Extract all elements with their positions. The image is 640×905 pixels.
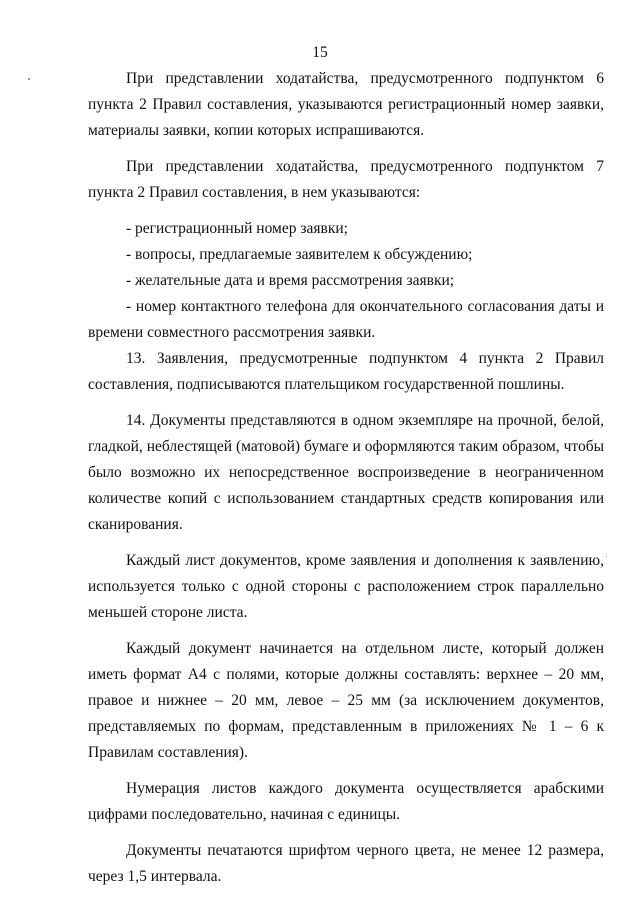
paragraph-a4-format: Каждый документ начинается на отдельном листе, который должен иметь формат А4 с полями, которые должны составлять: верхнее – 20 мм, правое и нижнее – 20 мм, левое – 25 мм (за исключением документов, представляемых по формам, представленным в приложениях № 1 – 6 к Правилам составления). bbox=[88, 640, 604, 761]
paragraph-numbering: Нумерация листов каждого документа осуществляется арабскими цифрами последовательно, начиная с единицы. bbox=[88, 780, 604, 823]
list-item-questions: - вопросы, предлагаемые заявителем к обсуждению; bbox=[126, 246, 473, 263]
paragraph-one-side: Каждый лист документов, кроме заявления и дополнения к заявлению, используется только с одной стороны с расположением строк параллельно меньшей стороне листа. bbox=[88, 552, 604, 621]
paragraph-petition-subitem-7: При представлении ходатайства, предусмотренного подпунктом 7 пункта 2 Правил составления, в нем указываются: bbox=[88, 158, 604, 201]
scan-speck bbox=[606, 556, 607, 557]
document-body bbox=[88, 66, 604, 900]
list-item-registration-number: - регистрационный номер заявки; bbox=[126, 220, 348, 237]
paragraph-petition-subitem-6: При представлении ходатайства, предусмотренного подпунктом 6 пункта 2 Правил составления, указываются регистрационный номер заявки, материалы заявки, копии которых испрашиваются. bbox=[88, 70, 604, 139]
paragraph-printing: Документы печатаются шрифтом черного цвета, не менее 12 размера, через 1,5 интервала. bbox=[88, 842, 604, 885]
paragraph-14: 14. Документы представляются в одном экземпляре на прочной, белой, гладкой, неблестящей (матовой) бумаге и оформляются таким образом, чтобы было возможно их непосредственное воспроизведение в неограниченном количестве копий с использованием стандартных средств копирования или сканирования. bbox=[88, 412, 604, 533]
list-item-phone-number: - номер контактного телефона для окончательного согласования даты и времени совместного рассмотрения заявки. bbox=[88, 298, 604, 341]
page-number: 15 bbox=[312, 44, 328, 61]
scan-speck bbox=[28, 78, 30, 80]
paragraph-13: 13. Заявления, предусмотренные подпунктом 4 пункта 2 Правил составления, подписываются плательщиком государственной пошлины. bbox=[88, 350, 604, 393]
list-item-date-time: - желательные дата и время рассмотрения заявки; bbox=[126, 272, 455, 289]
